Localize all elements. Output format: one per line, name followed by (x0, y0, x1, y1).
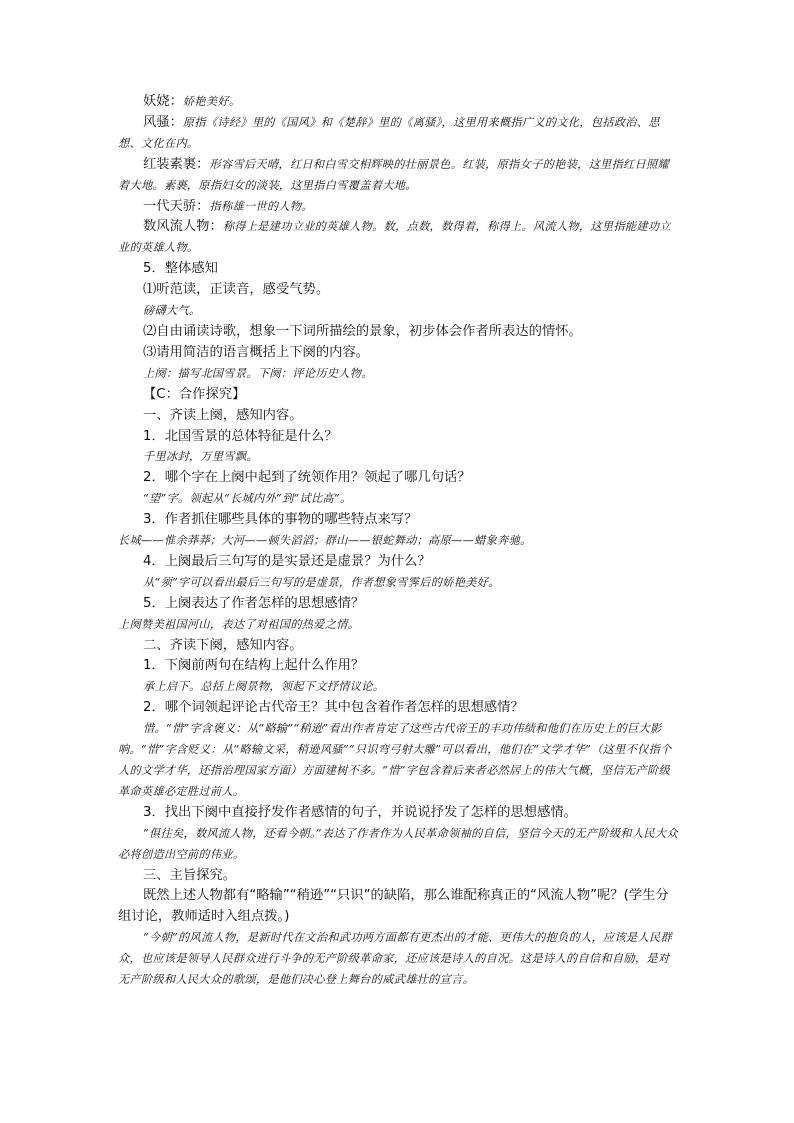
answer: 千里冰封，万里雪飘。 (143, 450, 258, 464)
definition: 形容雪后天晴，红日和白雪交相辉映的壮丽景色。红装，原指女子的艳装，这里指红日照耀着大地。素裹，原指妇女的淡装，这里指白雪覆盖着大地。 (118, 157, 669, 192)
glossary-item (118, 197, 678, 218)
answer: 承上启下。总括上阕景物，领起下文抒情议论。 (143, 680, 385, 694)
question: ⑴听范读，正读音，感受气势。 (143, 282, 330, 298)
answer: “望”字。领起从“长城内外”到“试比高”。 (143, 492, 352, 506)
document-page (118, 92, 678, 991)
answer: “俱往矣，数风流人物，还看今朝。”表达了作者作为人民革命领袖的自信，坚信今天的无产阶级和人民大众必将创造出空前的伟业。 (118, 826, 678, 861)
question: ⑵自由诵读诗歌，想象一下词所描绘的景象，初步体会作者所表达的情怀。 (143, 323, 582, 339)
section-heading: 【C：合作探究】 (143, 386, 246, 402)
answer: 从“须”字可以看出最后三句写的是虚景，作者想象雪霁后的娇艳美好。 (143, 575, 500, 589)
subsection-heading: 一、齐读上阕，感知内容。 (143, 407, 303, 423)
glossary-item (118, 155, 678, 197)
term: 妖娆： (143, 94, 183, 109)
answer: 磅礴大气。 (143, 304, 201, 318)
question: 5．上阕表达了作者怎样的思想感情？ (143, 595, 365, 611)
definition: 称得上是建功立业的英雄人物。数，点数，数得着，称得上。风流人物，这里指能建功立业的英雄人物。 (118, 220, 671, 255)
answer: 长城——惟余莽莽；大河——顿失滔滔；群山——银蛇舞动；高原——蜡象奔驰。 (118, 534, 532, 548)
term: 一代天骄： (143, 198, 210, 214)
answer: 上阕赞美祖国河山，表达了对祖国的热爱之情。 (118, 617, 360, 631)
term: 风骚： (143, 114, 183, 130)
term: 红装素裹： (143, 156, 210, 172)
question: 既然上述人物都有“略输”“稍逊”“只识”的缺陷，那么谁配称真正的“风流人物”呢？(学生分组讨论，教师适时入组点拨。) (118, 888, 669, 925)
glossary-item (118, 217, 678, 259)
question: 3．找出下阕中直接抒发作者感情的句子，并说说抒发了怎样的思想感情。 (143, 804, 577, 820)
glossary-item (118, 92, 678, 113)
section-heading: 5．整体感知 (143, 261, 218, 277)
answer: 上阕：描写北国雪景。下阕：评论历史人物。 (143, 366, 373, 380)
definition: 指称雄一世的人物。 (209, 199, 313, 213)
question: ⑶请用简洁的语言概括上下阕的内容。 (143, 344, 370, 360)
question: 1．北国雪景的总体特征是什么？ (143, 428, 338, 444)
question: 1．下阕前两句在结构上起什么作用？ (143, 658, 365, 674)
definition: 娇艳美好。 (182, 95, 241, 108)
subsection-heading: 三、主旨探究。 (143, 867, 237, 883)
definition: 原指《诗经》里的《国风》和《楚辞》里的《离骚》，这里用来概指广义的文化，包括政治、思想、文化在内。 (118, 115, 660, 150)
question: 4．上阕最后三句写的是实景还是虚景？为什么？ (143, 553, 431, 569)
subsection-heading: 二、齐读下阕，感知内容。 (143, 637, 303, 653)
answer: “今朝”的风流人物，是新时代在文治和武功两方面都有更杰出的才能、更伟大的抱负的人，应该是人民群众，也应该是领导人民群众进行斗争的无产阶级革命家，还应该是诗人的自况。这是诗人的自信和自励，是对无产阶级和人民大众的歌颂，是他们决心登上舞台的威武雄壮的宣言。 (118, 931, 672, 987)
answer: 惜。“惜”字含褒义：从“略输”“稍逊”看出作者肯定了这些古代帝王的丰功伟绩和他们在历史上的巨大影响。“惜”字含贬义：从“略输文采，稍逊风骚”“只识弯弓射大雕”可以看出，他们在“文学才华”（这里不仅指个人的文学才华，还指治理国家方面）方面建树不多。“惜”字包含着后来者必然居上的伟大气概，坚信无产阶级革命英雄必定胜过前人。 (118, 722, 672, 798)
question: 3．作者抓住哪些具体的事物的哪些特点来写？ (143, 512, 418, 528)
glossary-item (118, 113, 678, 155)
term: 数风流人物： (143, 219, 223, 235)
question: 2．哪个词领起评论古代帝王？其中包含着作者怎样的思想感情？ (143, 700, 524, 716)
question: 2．哪个字在上阕中起到了统领作用？领起了哪几句话？ (143, 470, 471, 486)
